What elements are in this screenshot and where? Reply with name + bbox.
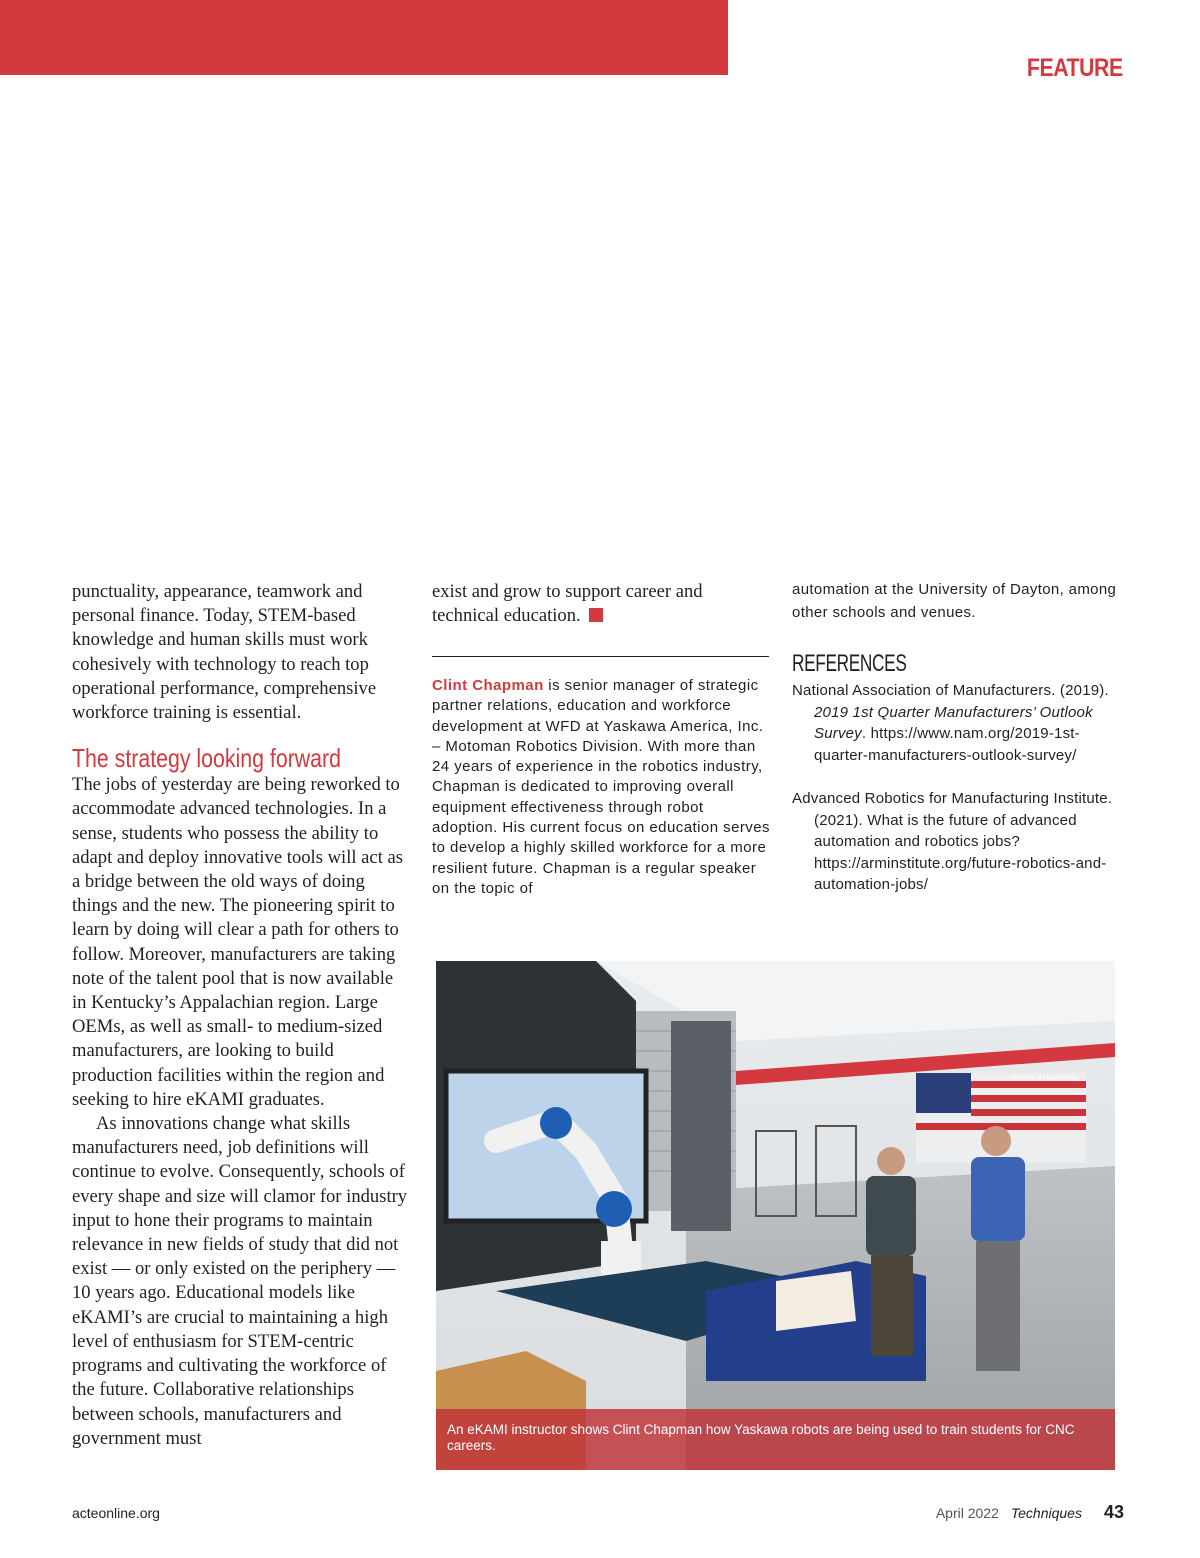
reference-1-title: 2019 1st Quarter Manufacturers’ Outlook Survey bbox=[814, 703, 1093, 742]
footer-site: acteonline.org bbox=[72, 1505, 160, 1521]
end-of-article-mark bbox=[589, 608, 603, 622]
bio-text: is senior manager of strategic partner relations, education and workforce development at WFD at Yaskawa America, Inc. – Motoman Robotics Division. With more than 24 years of experience in the robotics industry, Chapman is dedicated to improving overall equipment effectiveness through robot adoption. His current focus on education serves to develop a highly skilled workforce for a more resilient future. Chapman is a regular speaker on the topic of bbox=[432, 677, 770, 897]
bio-continuation: automation at the University of Dayton, among other schools and venues. bbox=[792, 581, 1117, 621]
author-bio bbox=[432, 676, 772, 899]
photo-caption: An eKAMI instructor shows Clint Chapman how Yaskawa robots are being used to train students for CNC careers. bbox=[436, 1409, 1115, 1470]
bio-author-name: Clint Chapman bbox=[432, 677, 544, 694]
paragraph-strategy: The jobs of yesterday are being reworked to accommodate advanced technologies. In a sense, students who possess the ability to adapt and deploy innovative tools will act as a bridge between the old ways of doing things and the new. The pioneering spirit to learn by doing will clear a path for others to follow. Moreover, manufacturers are taking note of the talent pool that is now available in Kentucky’s Appalachian region. Large OEMs, as well as small- to medium-sized manufacturers, are looking to build production facilities within the region and seeking to hire eKAMI graduates. bbox=[72, 774, 403, 1110]
paragraph-intro: punctuality, appearance, teamwork and personal finance. Today, STEM-based knowledge and human skills must work cohesively with technology to reach top operational performance, comprehensive workforce training is essential. bbox=[72, 581, 377, 724]
column-3 bbox=[792, 579, 1124, 896]
column-2 bbox=[432, 580, 772, 628]
photo-illustration bbox=[436, 961, 1115, 1470]
paragraph-end bbox=[432, 580, 772, 628]
article-photo bbox=[436, 961, 1115, 1470]
reference-1-url: . https://www.nam.org/2019-1st-quarter-manufacturers-outlook-survey/ bbox=[814, 725, 1080, 764]
footer-right bbox=[936, 1502, 1124, 1523]
column-1 bbox=[72, 580, 412, 1451]
wall-sign-text: You're in a Haas Shop bbox=[1008, 1075, 1078, 1082]
section-label: FEATURE bbox=[1027, 54, 1123, 82]
paragraph-end-text: exist and grow to support career and technical education. bbox=[432, 581, 703, 627]
footer-date: April 2022 bbox=[935, 1505, 999, 1521]
bio-divider bbox=[432, 656, 769, 657]
header-red-bar bbox=[0, 0, 728, 75]
page-number: 43 bbox=[1103, 1502, 1124, 1522]
reference-1-authors: National Association of Manufacturers. (2019). bbox=[792, 682, 1109, 699]
reference-1 bbox=[792, 680, 1124, 766]
subhead-strategy: The strategy looking forward bbox=[72, 743, 341, 774]
reference-2: Advanced Robotics for Manufacturing Institute. (2021). What is the future of advanced automation and robotics jobs? https://arminstitute.org/future-robotics-and-automation-jobs/ bbox=[792, 790, 1113, 893]
references-heading: REFERENCES bbox=[792, 650, 907, 677]
footer-magazine: Techniques bbox=[1010, 1505, 1082, 1521]
paragraph-innovations: As innovations change what skills manufacturers need, job definitions will continue to evolve. Consequently, schools of every shape and size will clamor for industry input to hone their programs to maintain relevance in new fields of study that did not exist — or only existed on the periphery — 10 years ago. Educational models like eKAMI’s are crucial to maintaining a high level of enthusiasm for STEM-centric programs and cultivating the workforce of the future. Collaborative relationships between schools, manufacturers and government must bbox=[72, 1113, 408, 1449]
